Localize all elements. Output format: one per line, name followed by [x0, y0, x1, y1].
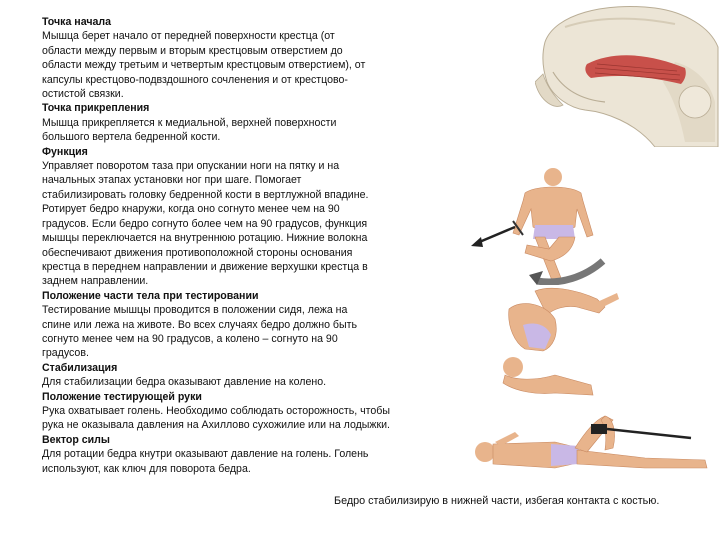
text-force-vector: Для ротации бедра кнутри оказывают давление на голень. Голень используют, как ключ для поворота бедра.	[42, 448, 369, 475]
supine-test-figure	[455, 402, 720, 482]
heading-insertion: Точка прикрепления	[42, 102, 150, 115]
heading-force-vector: Вектор силы	[42, 433, 110, 446]
heading-test-position: Положение части тела при тестировании	[42, 289, 259, 302]
text-test-position: Тестирование мышцы проводится в положении сидя, лежа на спине или лежа на животе. Во всех случаях бедро должно быть согнуто менее чем на 90 градусов, а колено – согнуто на 90 градусов.	[42, 304, 357, 360]
text-origin: Мышца берет начало от передней поверхности крестца (от области между первым и вторым крестцовым отверстием до области между третьим и четвертым крестцовым отверстием), от капсулы крестцово-подвздошного сочленения и от крестцово- остистой связки.	[42, 30, 366, 101]
article-text	[42, 15, 452, 476]
figure-caption: Бедро стабилизирую в нижней части, избегая контакта с костью.	[334, 495, 660, 507]
standing-test-figure	[465, 165, 625, 285]
heading-stabilization: Стабилизация	[42, 361, 118, 374]
heading-hand-position: Положение тестирующей руки	[42, 390, 202, 403]
text-insertion: Мышца прикрепляется к медиальной, верхней поверхности большого вертела бедренной кости.	[42, 116, 337, 144]
text-stabilization: Для стабилизации бедра оказывают давление на колено.	[42, 376, 327, 389]
pelvis-illustration	[535, 2, 720, 147]
heading-origin: Точка начала	[42, 16, 111, 28]
heading-function: Функция	[42, 145, 88, 158]
text-hand-position: Рука охватывает голень. Необходимо соблюдать осторожность, чтобы рука не оказывала давления на Ахиллово сухожилие или на лодыжки.	[42, 404, 391, 432]
text-function: Управляет поворотом таза при опускании ноги на пятку и на начальных этапах установки ног при шаге. Помогает стабилизировать головку бедренной кости в вертлужной впадине. Ротирует бедро кнаружи, когда оно согнуто менее чем на 90 градусов. Если бедро согнуто более чем на 90 градусов, функция мышцы переключается на внутреннюю ротацию. Нижние волокна обеспечивают движения противоположной стороны основания крестца в переднем направлении и движение верхушки крестца в заднем направлении.	[42, 160, 369, 288]
flexed-test-figure	[495, 285, 620, 400]
